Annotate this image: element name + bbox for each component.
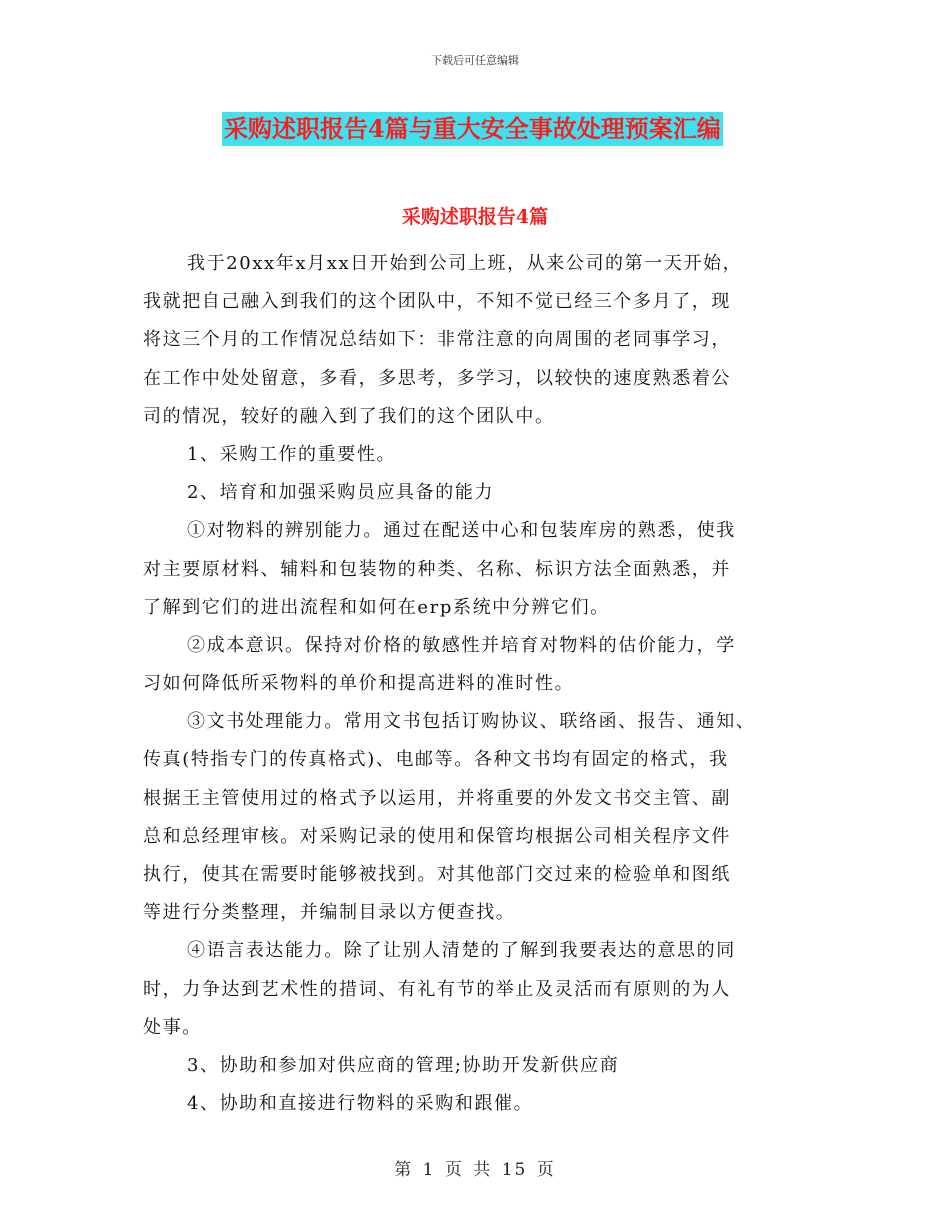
body-line: 总和总经理审核。对采购记录的使用和保管均根据公司相关程序文件 — [143, 825, 731, 847]
body-line: 1、采购工作的重要性。 — [187, 443, 397, 465]
body-line: ②成本意识。保持对价格的敏感性并培育对物料的估价能力，学 — [187, 634, 736, 656]
body-line: 时，力争达到艺术性的措词、有礼有节的举止及灵活而有原则的为人 — [143, 978, 731, 1000]
body-line: 我于20xx年x月xx日开始到公司上班，从来公司的第一天开始， — [187, 253, 743, 274]
body-line: 处事。 — [143, 1016, 202, 1038]
body-line: 将这三个月的工作情况总结如下：非常注意的向周围的老同事学习， — [143, 329, 731, 351]
body-line: 执行，使其在需要时能够被找到。对其他部门交过来的检验单和图纸 — [143, 864, 731, 885]
page-number-footer: 第 1 页 共 15 页 — [394, 1160, 556, 1180]
body-line: ③文书处理能力。常用文书包括订购协议、联络函、报告、通知、 — [187, 711, 756, 733]
body-line: 习如何降低所采物料的单价和提高进料的准时性。 — [143, 673, 575, 695]
body-line: 司的情况，较好的融入到了我们的这个团队中。 — [143, 405, 555, 427]
document-body — [143, 245, 813, 1123]
body-line: 了解到它们的进出流程和如何在erp系统中分辨它们。 — [143, 596, 610, 618]
body-line: 对主要原材料、辅料和包装物的种类、名称、标识方法全面熟悉，并 — [143, 558, 731, 580]
page-header-note: 下载后可任意编辑 — [431, 54, 519, 67]
body-line: 等进行分类整理，并编制目录以方便查找。 — [143, 902, 516, 924]
document-title: 采购述职报告4篇与重大安全事故处理预案汇编 — [222, 112, 723, 146]
body-line: 根据王主管使用过的格式予以运用，并将重要的外发文书交主管、副 — [143, 787, 731, 809]
body-line: ④语言表达能力。除了让别人清楚的了解到我要表达的意思的同 — [187, 940, 736, 962]
section-title: 采购述职报告4篇 — [401, 206, 549, 228]
body-line: ①对物料的辨别能力。通过在配送中心和包装库房的熟悉，使我 — [187, 520, 736, 542]
body-line: 在工作中处处留意，多看，多思考，多学习，以较快的速度熟悉着公 — [143, 367, 731, 389]
body-line: 2、培育和加强采购员应具备的能力 — [187, 482, 495, 504]
body-line: 我就把自己融入到我们的这个团队中，不知不觉已经三个多月了，现 — [143, 291, 731, 313]
body-line: 4、协助和直接进行物料的采购和跟催。 — [187, 1093, 534, 1115]
body-line: 3、协助和参加对供应商的管理;协助开发新供应商 — [187, 1054, 620, 1076]
body-line: 传真(特指专门的传真格式)、电邮等。各种文书均有固定的格式，我 — [143, 749, 729, 771]
